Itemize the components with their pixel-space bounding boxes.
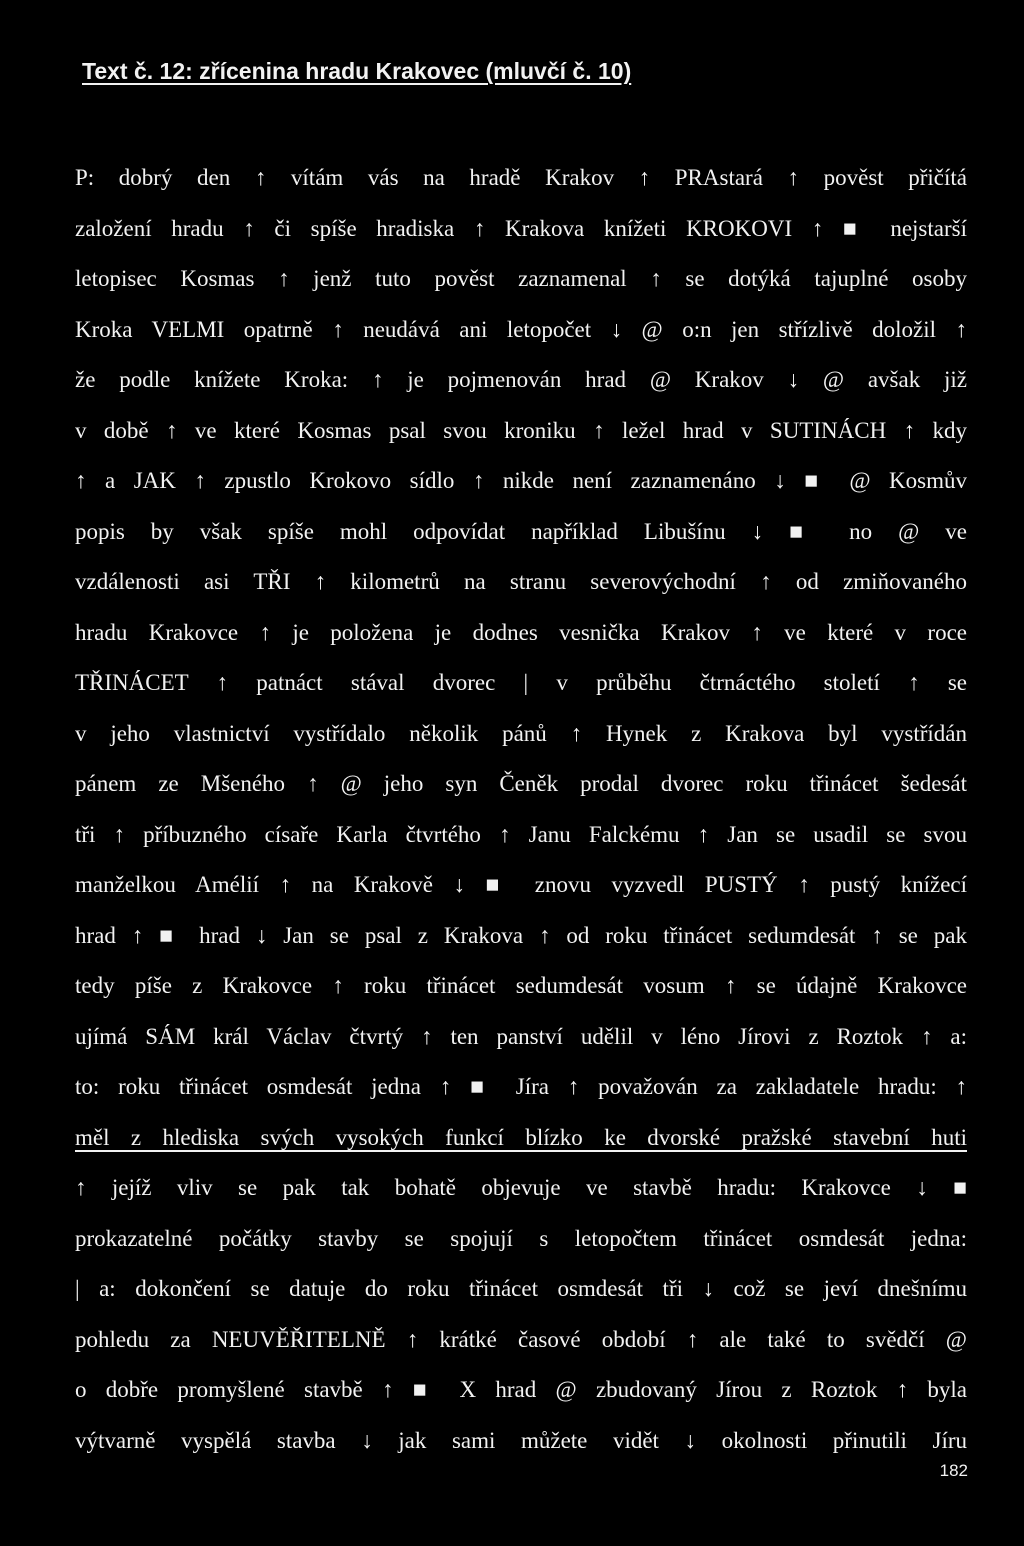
document-heading: Text č. 12: zřícenina hradu Krakovec (mluvčí č. 10) — [82, 58, 632, 84]
transcript-line-underlined: měl z hlediska svých vysokých funkcí blízko ke dvorské pražské stavební huti — [75, 1124, 967, 1150]
transcript-line: P: dobrý den ↑ vítám vás na hradě Krakov ↑ PRAstará ↑ pověst přičítá — [75, 165, 967, 190]
transcript-line: výtvarně vyspělá stavba ↓ jak sami můžete vidět ↓ okolnosti přinutili Jíru — [75, 1427, 967, 1453]
transcript-line: hrad ↑ ■ hrad ↓ Jan se psal z Krakova ↑ od roku třinácet sedumdesát ↑ se pak — [75, 922, 967, 948]
transcript-line: ujímá SÁM král Václav čtvrtý ↑ ten panství udělil v léno Jírovi z Roztok ↑ a: — [75, 1023, 967, 1049]
transcript-line: | a: dokončení se datuje do roku třinácet osmdesát tři ↓ což se jeví dnešnímu — [75, 1276, 967, 1301]
transcript-line: hradu Krakovce ↑ je položena je dodnes vesnička Krakov ↑ ve které v roce — [75, 619, 967, 645]
transcript-line: založení hradu ↑ či spíše hradiska ↑ Krakova knížeti KROKOVI ↑ ■ nejstarší — [75, 215, 967, 241]
transcript-body — [75, 153, 967, 1466]
transcript-line: popis by však spíše mohl odpovídat například Libušínu ↓ ■ no @ ve — [75, 518, 967, 544]
transcript-line: prokazatelné počátky stavby se spojují s letopočtem třinácet osmdesát jedna: — [75, 1225, 967, 1251]
transcript-line: pohledu za NEUVĚŘITELNĚ ↑ krátké časové období ↑ ale také to svědčí @ — [75, 1326, 967, 1352]
transcript-line: o dobře promyšlené stavbě ↑ ■ X hrad @ zbudovaný Jírou z Roztok ↑ byla — [75, 1377, 967, 1402]
transcript-line: ↑ a JAK ↑ zpustlo Krokovo sídlo ↑ nikde není zaznamenáno ↓ ■ @ Kosmův — [75, 468, 967, 493]
transcript-line: že podle knížete Kroka: ↑ je pojmenován hrad @ Krakov ↓ @ avšak již — [75, 367, 967, 392]
transcript-line: TŘINÁCET ↑ patnáct stával dvorec | v průběhu čtrnáctého století ↑ se — [75, 670, 967, 695]
transcript-line: letopisec Kosmas ↑ jenž tuto pověst zaznamenal ↑ se dotýká tajuplné osoby — [75, 266, 967, 291]
transcript-line: v době ↑ ve které Kosmas psal svou kroniku ↑ ležel hrad v SUTINÁCH ↑ kdy — [75, 417, 967, 443]
transcript-line: Kroka VELMI opatrně ↑ neudává ani letopočet ↓ @ o:n jen střízlivě doložil ↑ — [75, 316, 967, 342]
transcript-line: ↑ jejíž vliv se pak tak bohatě objevuje ve stavbě hradu: Krakovce ↓ ■ — [75, 1175, 967, 1200]
transcript-line: pánem ze Mšeného ↑ @ jeho syn Čeněk prodal dvorec roku třinácet šedesát — [75, 771, 967, 796]
transcript-line: v jeho vlastnictví vystřídalo několik pánů ↑ Hynek z Krakova byl vystřídán — [75, 720, 967, 746]
transcript-line: tři ↑ příbuzného císaře Karla čtvrtého ↑ Janu Falckému ↑ Jan se usadil se svou — [75, 821, 967, 847]
page-number: 182 — [939, 1461, 968, 1480]
transcript-line: manželkou Amélií ↑ na Krakově ↓ ■ znovu vyzvedl PUSTÝ ↑ pustý knížecí — [75, 872, 967, 897]
transcript-line: vzdálenosti asi TŘI ↑ kilometrů na stranu severovýchodní ↑ od zmiňovaného — [75, 569, 967, 594]
transcript-line: to: roku třinácet osmdesát jedna ↑ ■ Jíra ↑ považován za zakladatele hradu: ↑ — [75, 1074, 967, 1099]
transcript-line: tedy píše z Krakovce ↑ roku třinácet sedumdesát vosum ↑ se údajně Krakovce — [75, 973, 967, 998]
